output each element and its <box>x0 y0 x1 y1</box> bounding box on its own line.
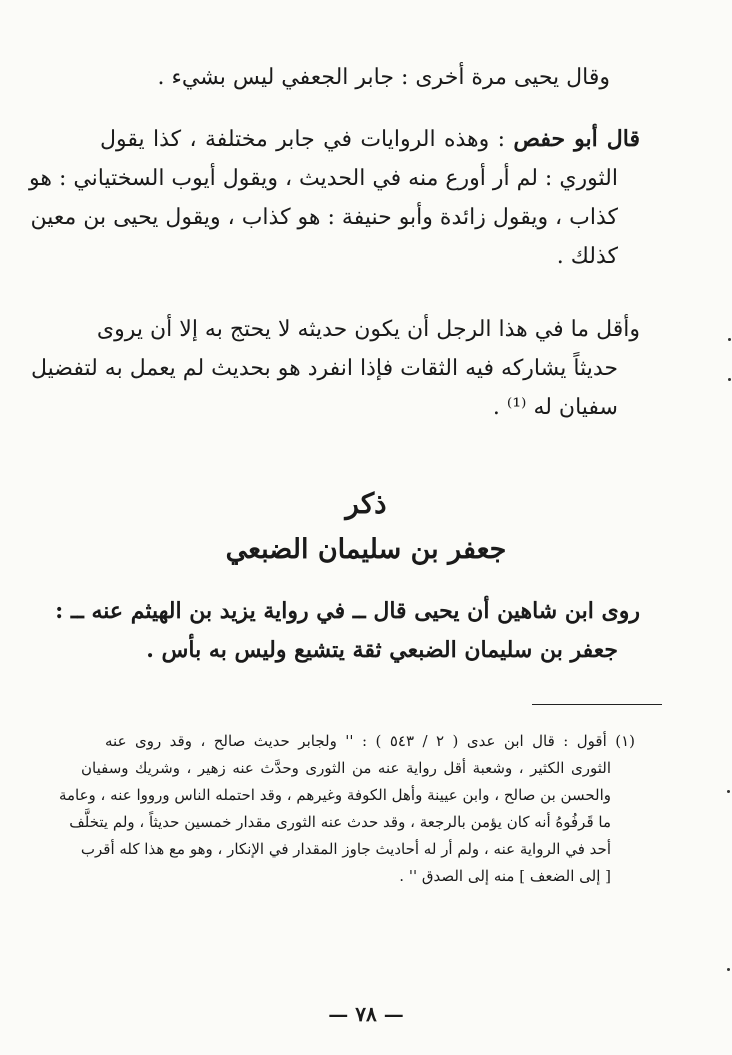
paragraph-line: حديثاً يشاركه فيه الثقات فإذا انفرد هو بحديث لم يعمل به لتفضيل <box>30 356 618 381</box>
scan-speck <box>728 378 731 381</box>
heading-name-text: جعفر بن سليمان الضبعي <box>225 534 507 565</box>
paragraph-line: الثوري : لم أر أورع منه في الحديث ، ويقول أيوب السختياني : هو <box>28 166 618 191</box>
footnote-line: ما قَرفُوهُ أنه كان يؤمن بالرجعة ، وقد حدث عنه الثورى مقدار خمسين حديثاً ، ولم يتخلَّف <box>69 813 611 831</box>
paragraph-abu-hafs <box>28 120 640 276</box>
footnote-line: (١) أقول : قال ابن عدى ( ٢ / ٥٤٣ ) : '' ولجابر حديث صالح ، وقد روى عنه <box>105 732 635 750</box>
paragraph-line: روى ابن شاهين أن يحيى قال ــ في رواية يزيد بن الهيثم عنه ــ : <box>55 598 640 624</box>
opening-line <box>157 58 610 97</box>
paragraph-line: جعفر بن سليمان الضبعي ثقة يتشيع وليس به بأس . <box>146 637 618 663</box>
footnote-line: [ إلى الضعف ] منه إلى الصدق '' . <box>399 867 611 885</box>
footnote-line: الثورى الكثير ، وشعبة أقل رواية عنه من الثورى وحدَّث عنه زهير ، وشريك وسفيان <box>81 759 611 777</box>
heading-word: ذكر <box>345 487 387 520</box>
scan-speck <box>727 790 730 793</box>
paragraph-ibn-shahin <box>55 592 640 670</box>
section-heading-dhikr <box>0 484 732 524</box>
scan-speck <box>727 968 730 971</box>
footnote-line: أحد في الرواية عنه ، ولم أر له أحاديث جاوز المقدار في الإنكار ، وهو مع هذا كله أقرب <box>80 840 611 858</box>
footnote-line: والحسن بن صالح ، وابن عيينة وأهل الكوفة وغيرهم ، وقد احتمله الناس ورووا عنه ، وعامة <box>58 786 611 804</box>
opening-line-text: وقال يحيى مرة أخرى : جابر الجعفي ليس بشيء . <box>157 65 610 90</box>
footnote <box>58 728 635 890</box>
paragraph-line: كذلك . <box>556 244 618 269</box>
paragraph-line: وأقل ما في هذا الرجل أن يكون حديثه لا يحتج به إلا أن يروى <box>96 317 640 342</box>
speaker-name: قال أبو حفص <box>513 126 640 152</box>
paragraph-line <box>100 120 640 159</box>
paragraph-narrator-assessment <box>30 310 640 427</box>
section-heading-name <box>0 530 732 570</box>
paragraph-line-rest: : وهذه الروايات في جابر مختلفة ، كذا يقول <box>100 127 514 152</box>
footnote-separator <box>532 704 662 705</box>
paragraph-line: كذاب ، ويقول زائدة وأبو حنيفة : هو كذاب ، ويقول يحيى بن معين <box>30 205 618 230</box>
scan-speck <box>728 338 731 341</box>
paragraph-line: سفيان له ⁽¹⁾ . <box>492 395 618 420</box>
page-number: — ٧٨ — <box>328 1002 404 1026</box>
